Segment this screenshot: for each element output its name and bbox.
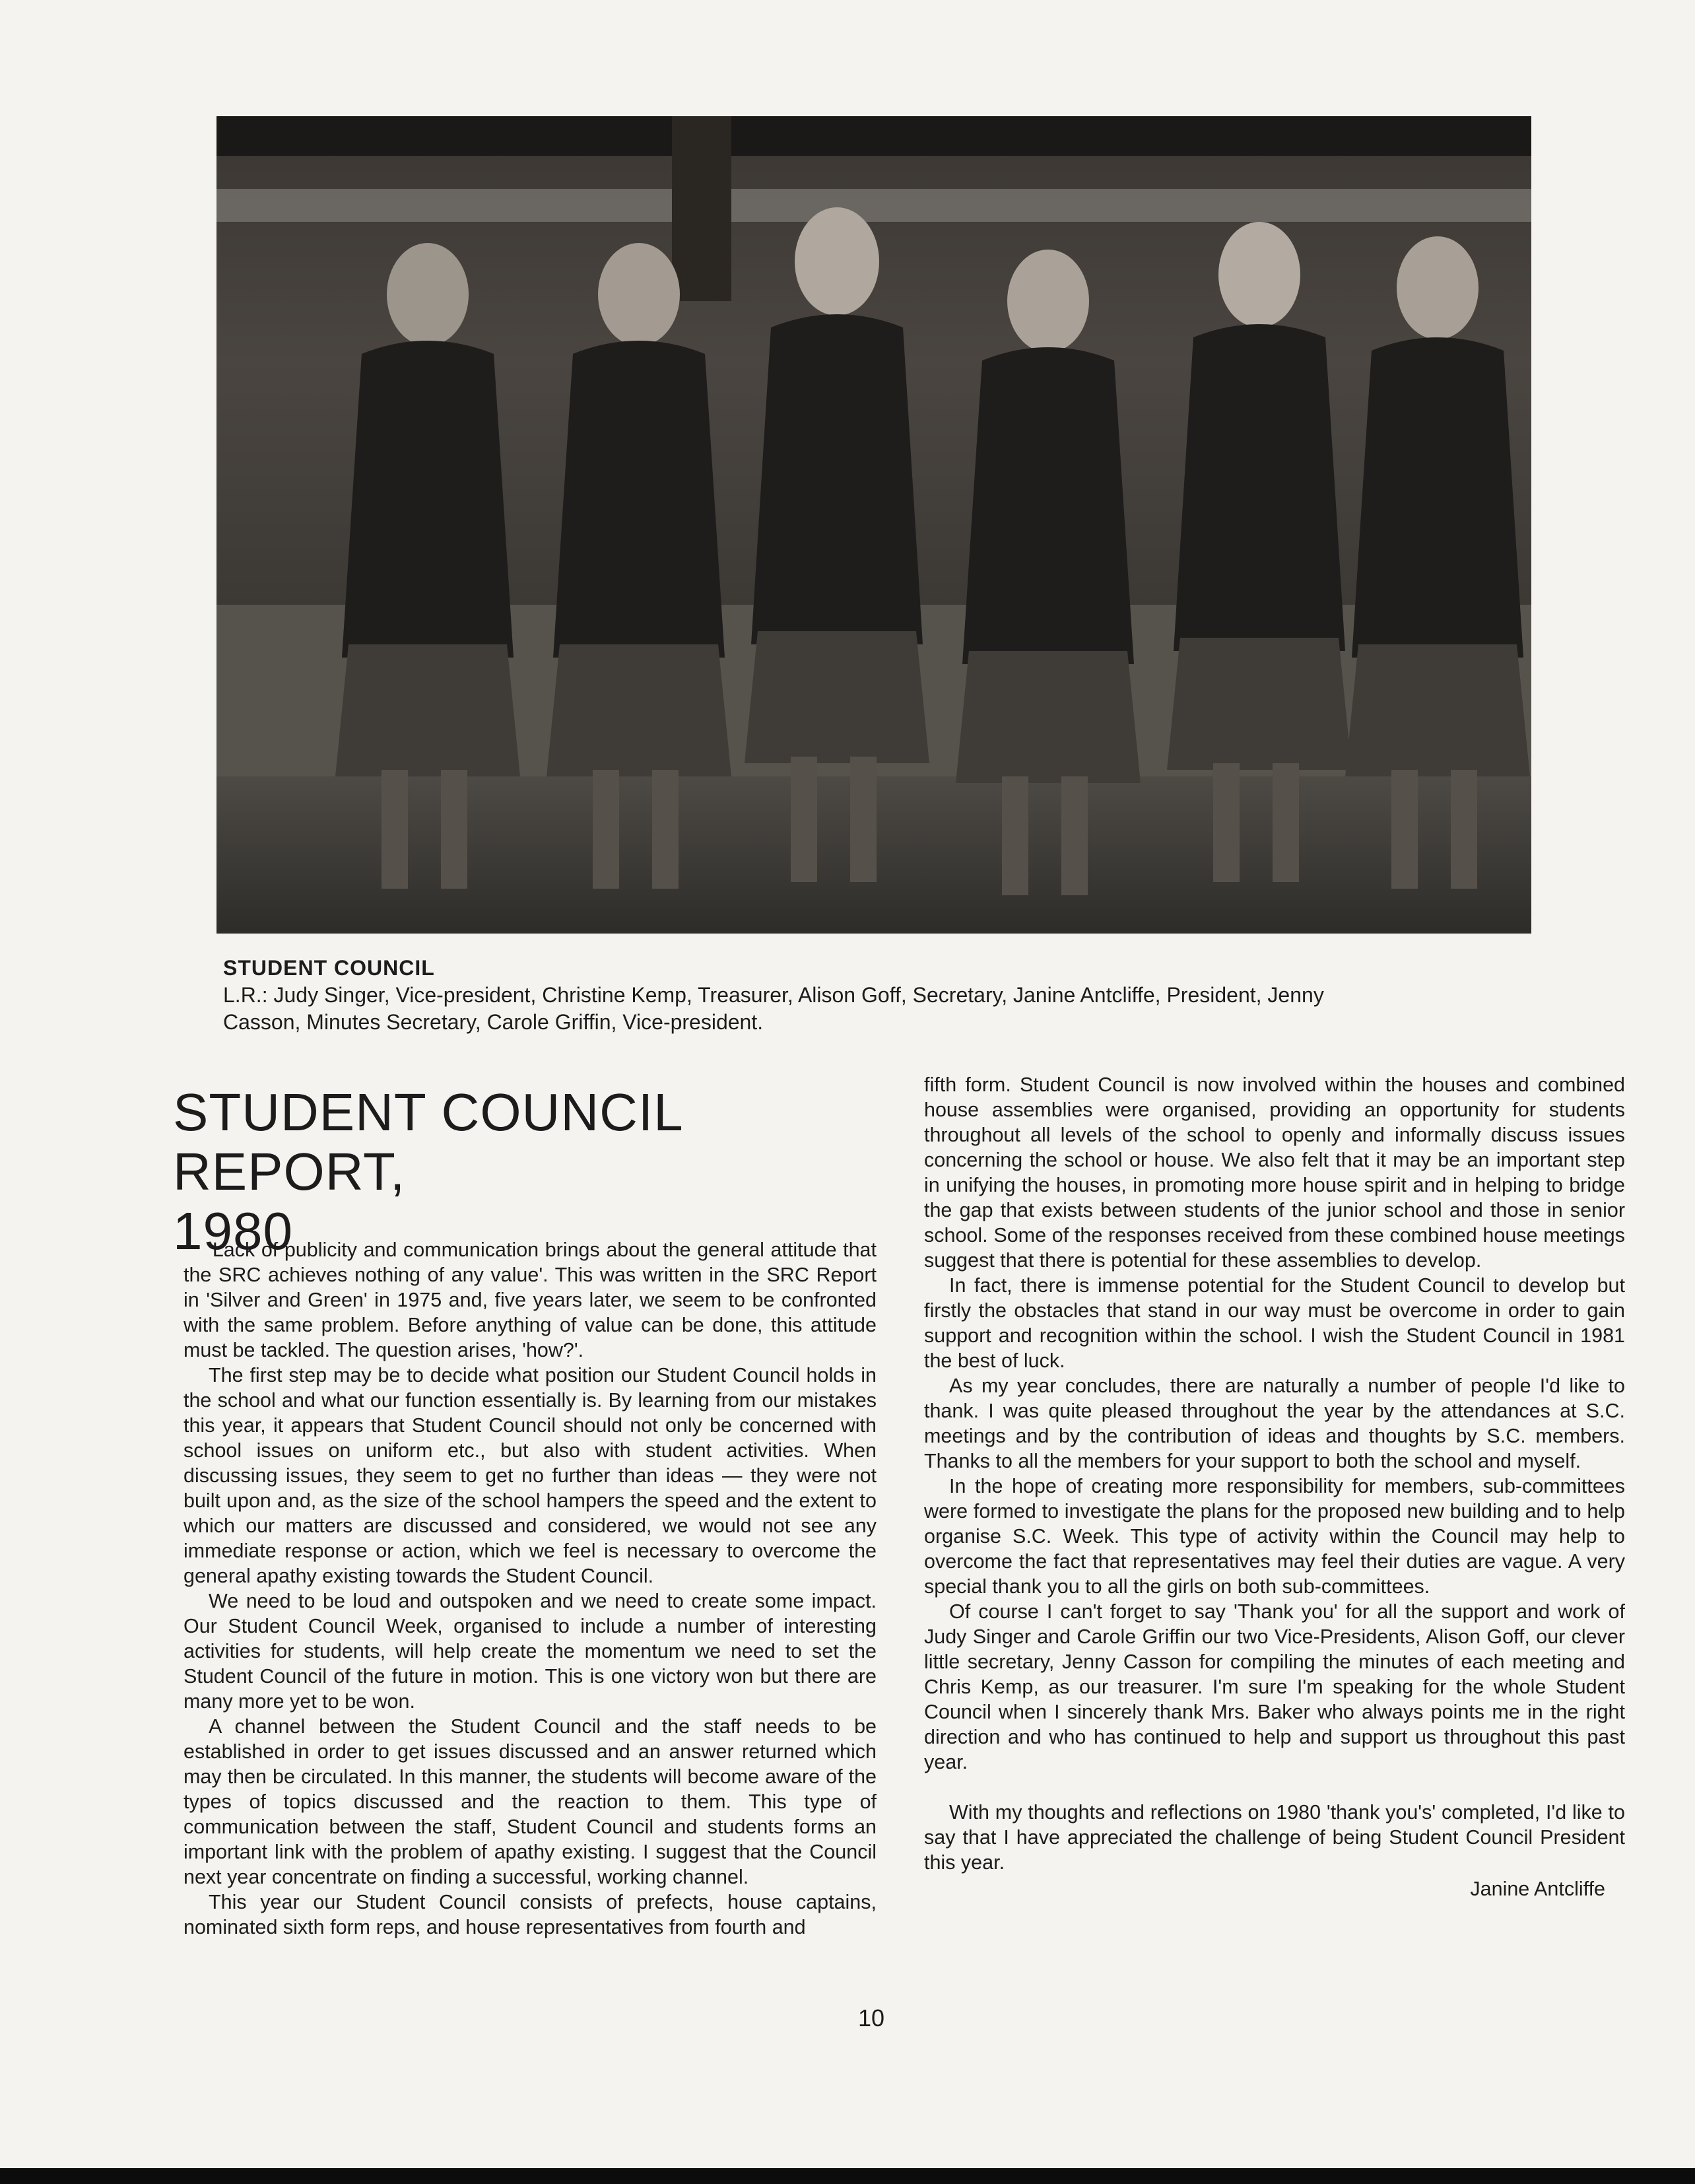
paragraph: In the hope of creating more responsibility for members, sub-committees were formed to investigate the plans for the proposed new building and to help organise S.C. Week. This type of activity within the Council may help to overcome the fact that representatives may feel their duties are vague. A very special thank you to all the girls on both sub-committees. [924, 1475, 1625, 1598]
caption-line-2: Casson, Minutes Secretary, Carole Griffin, Vice-president. [223, 1010, 764, 1034]
caption-line-1: L.R.: Judy Singer, Vice-president, Christine Kemp, Treasurer, Alison Goff, Secretary, Janine Antcliffe, President, Jenny [223, 983, 1324, 1007]
paragraph: The first step may be to decide what position our Student Council holds in the school and what our function essentially is. By learning from our mistakes this year, it appears that Student Council should not only be concerned with school issues on uniform etc., but also with student activities. When discussing issues, they seem to get no further than ideas — they were not built upon and, as the size of the school hampers the speed and the extent to which our matters are discussed and considered, we would not see any immediate response or action, which we feel is necessary to overcome the general apathy existing towards the Student Council. [183, 1364, 877, 1587]
article-title-line-1: STUDENT COUNCIL REPORT, [173, 1083, 682, 1201]
paragraph: This year our Student Council consists of prefects, house captains, nominated sixth form reps, and house representatives from fourth and [183, 1891, 877, 1938]
paragraph: 'Lack of publicity and communication brings about the general attitude that the SRC achieves nothing of any value'. This was written in the SRC Report in 'Silver and Green' in 1975 and, five years later, we seem to be confronted with the same problem. Before anything of value can be done, this attitude must be tackled. The question arises, 'how?'. [183, 1239, 877, 1361]
group-photo-icon [216, 116, 1531, 934]
photo-caption [223, 955, 1477, 1036]
scan-edge [0, 2168, 1695, 2184]
paragraph: A channel between the Student Council and the staff needs to be established in order to get issues discussed and an answer returned which may then be circulated. In this manner, the students will become aware of the types of topics discussed and the reaction to them. This type of communication between the staff, Student Council and students forms an important link with the problem of apathy existing. I suggest that the Council next year concentrate on finding a successful, working channel. [183, 1715, 877, 1888]
article-title-line-2: 1980 [173, 1202, 293, 1260]
page-number: 10 [857, 2004, 885, 2031]
caption-title: STUDENT COUNCIL [223, 956, 435, 980]
group-photo [216, 116, 1531, 934]
paragraph: We need to be loud and outspoken and we need to create some impact. Our Student Council Week, organised to include a number of interesting activities for students, will help create the momentum we need to set the Student Council of the future in motion. This is one victory won but there are many more yet to be won. [183, 1590, 877, 1713]
paragraph: fifth form. Student Council is now involved within the houses and combined house assemblies were organised, providing an opportunity for students throughout all levels of the school to openly and informally discuss issues concerning the school or house. We also felt that it may be an important step in unifying the houses, in promoting more house spirit and in helping to bridge the gap that exists between students of the junior school and those in senior school. Some of the responses received from these combined house meetings suggest that there is potential for these assemblies to develop. [924, 1074, 1625, 1272]
signature: Janine Antcliffe [1470, 1878, 1605, 1900]
paragraph: Of course I can't forget to say 'Thank you' for all the support and work of Judy Singer and Carole Griffin our two Vice-Presidents, Alison Goff, our clever little secretary, Jenny Casson for compiling the minutes of each meeting and Chris Kemp, as our treasurer. I'm sure I'm speaking for the whole Student Council when I sincerely thank Mrs. Baker who always points me in the right direction and who has continued to help and support us throughout this past year. [924, 1600, 1625, 1773]
paragraph: In fact, there is immense potential for the Student Council to develop but firstly the obstacles that stand in our way must be overcome in order to gain support and recognition within the school. I wish the Student Council in 1981 the best of luck. [924, 1274, 1625, 1372]
article-right-column [924, 1072, 1625, 1901]
paragraph: As my year concludes, there are naturally a number of people I'd like to thank. I was quite pleased throughout the year by the attendances at S.C. meetings and by the contribution of ideas and thoughts by S.C. members. Thanks to all the members for your support to both the school and myself. [924, 1375, 1625, 1472]
article-title [173, 1083, 899, 1261]
closing-paragraph: With my thoughts and reflections on 1980 'thank you's' completed, I'd like to say that I have appreciated the challenge of being Student Council President this year. [924, 1801, 1625, 1874]
article-left-column [183, 1237, 877, 1940]
